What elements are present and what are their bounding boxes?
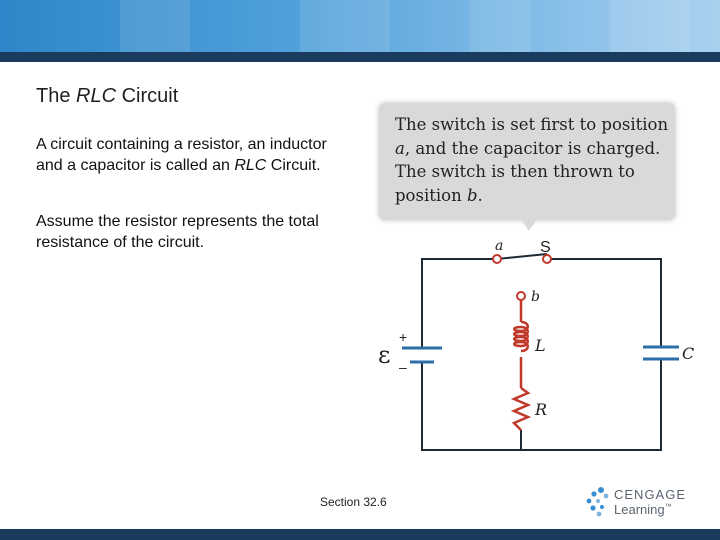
label-plus: + [399, 329, 408, 345]
footer-rule [0, 529, 720, 540]
slide-title: The RLC Circuit [36, 85, 179, 107]
capacitor-c [643, 347, 679, 359]
header-banner [0, 0, 720, 52]
callout-text: The switch is set first to position a, and the capacitor is charged. The switch is then thrown to position b. [395, 115, 669, 205]
switch-callout [379, 103, 675, 220]
label-r: R [535, 400, 548, 419]
rlc-circuit-diagram [360, 228, 710, 458]
label-l: L [535, 336, 546, 355]
resistor-zigzag [514, 388, 528, 430]
logo-word-learning: Learning™ [614, 502, 672, 517]
inductor-coil [514, 322, 528, 351]
label-minus: – [399, 359, 407, 375]
terminal-b [517, 292, 525, 300]
label-b: b [531, 289, 540, 305]
terminal-a [493, 255, 501, 263]
label-c: C [682, 344, 695, 363]
label-a: a [495, 238, 504, 254]
paragraph-definition: A circuit containing a resistor, an inductor and a capacitor is called an RLC Circuit. [36, 136, 327, 174]
logo-dots-icon [584, 486, 612, 518]
section-footer: Section 32.6 [320, 495, 387, 509]
paragraph-assumption: Assume the resistor represents the total resistance of the circuit. [36, 213, 319, 251]
logo-word-cengage: CENGAGE [614, 487, 687, 502]
terminal-s [543, 255, 551, 263]
battery-emf [402, 348, 442, 362]
header-rule [0, 52, 720, 62]
cengage-logo [584, 486, 694, 518]
label-emf: ε [378, 341, 391, 369]
label-s: S [540, 239, 551, 256]
